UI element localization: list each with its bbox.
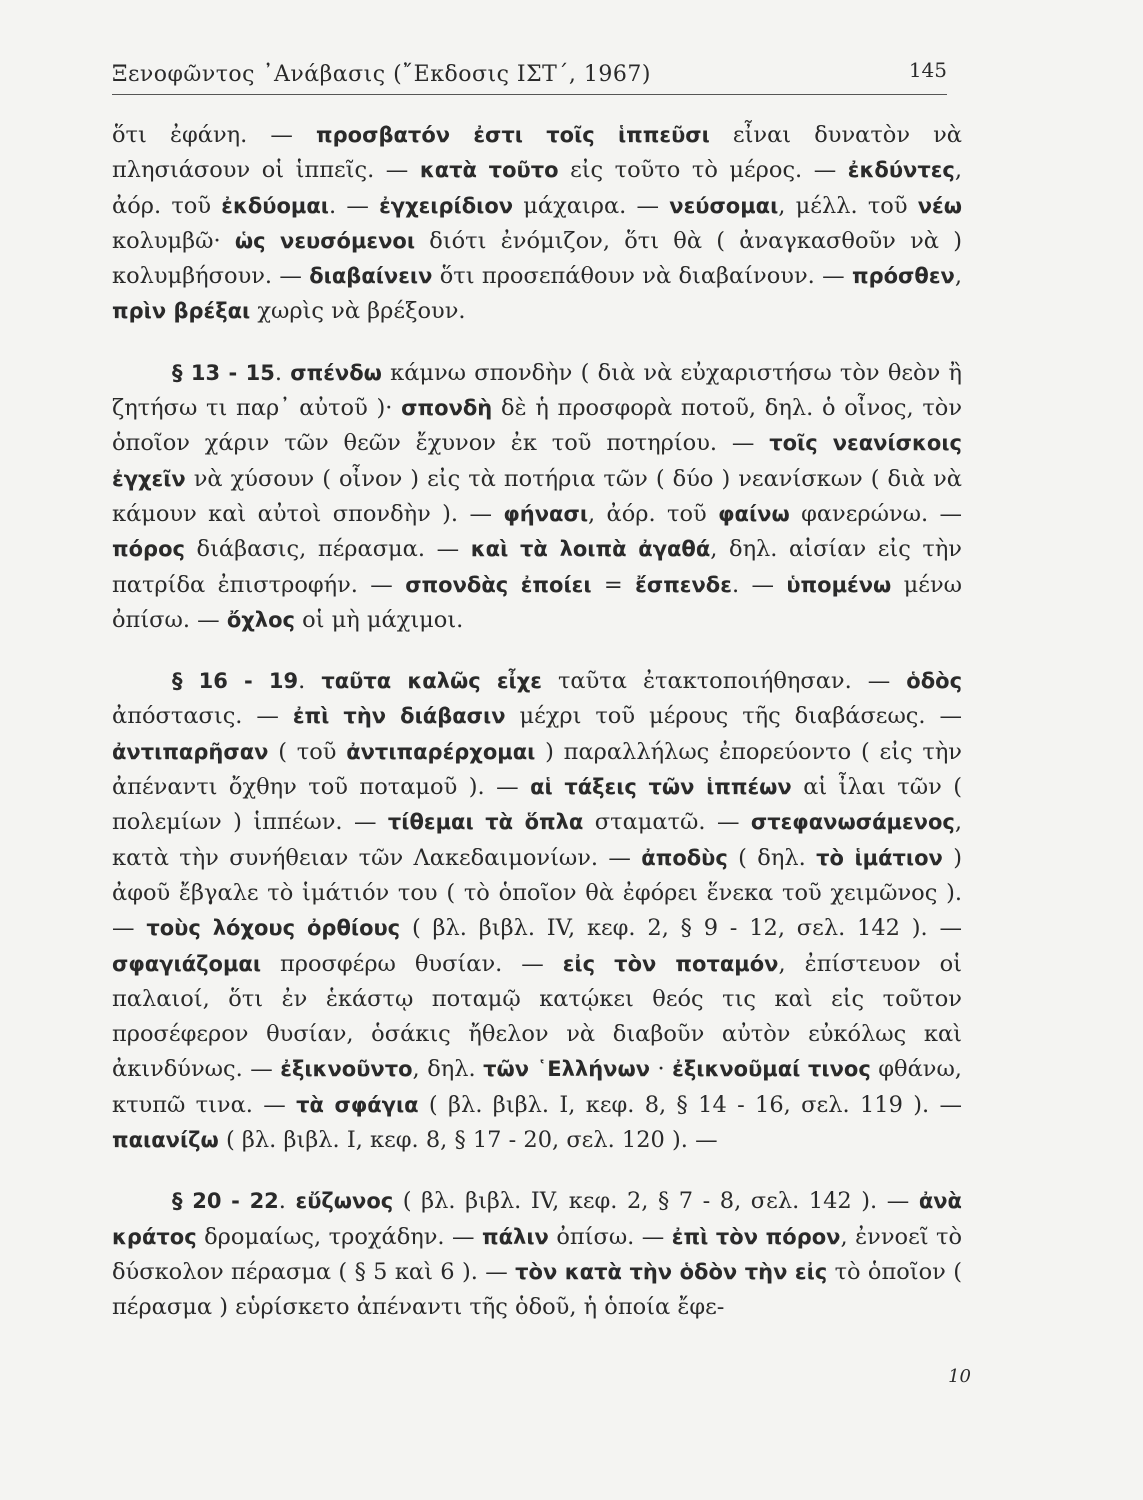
text-run: αἱ ἶλαι τῶν ( πολεμίων ) ἱππέων. — xyxy=(112,774,962,836)
section-number: § 16 - 19 xyxy=(172,669,299,694)
text-run: εἶναι δυνατὸν νὰ πλησιάσουν οἱ ἱππεῖς. — xyxy=(112,122,962,184)
lemma: κατὰ τοῦτο xyxy=(419,158,559,183)
section-number: § 13 - 15 xyxy=(172,360,275,385)
lemma: ἐκδύομαι xyxy=(221,193,329,218)
lemma: σφαγιάζομαι xyxy=(112,951,262,976)
lemma: ἐκδύντες xyxy=(847,158,955,183)
lemma: προσβατόν ἐστι τοῖς ἱππεῦσι xyxy=(316,123,710,147)
text-run: ( βλ. βιβλ. IV, κεφ. 2, § 9 - 12, σελ. 142 ). — xyxy=(400,915,963,942)
lemma: πάλιν xyxy=(482,1224,549,1249)
text-run: , ἐννοεῖ τὸ δύσκολον πέρασμα ( § 5 καὶ 6 ). — xyxy=(112,1223,963,1285)
text-run: σταματῶ. — xyxy=(583,809,751,836)
text-run: ὀπίσω. — xyxy=(548,1223,672,1250)
text-run: φθάνω, κτυπῶ τινα. — xyxy=(112,1056,962,1118)
lemma: ἀντιπαρέρχομαι xyxy=(346,739,536,764)
lemma: τίθεμαι τὰ ὅπλα xyxy=(387,810,584,835)
text-run: , μέλλ. τοῦ xyxy=(778,192,918,219)
text-run: , κατὰ τὴν συνήθειαν τῶν Λακεδαιμονίων. — xyxy=(112,809,962,871)
text-run: εἰς τοῦτο τὸ μέρος. — xyxy=(558,157,848,184)
lemma: πόρος xyxy=(112,537,185,562)
running-header xyxy=(112,58,947,95)
lemma: εὔζωνος xyxy=(295,1189,394,1214)
text-run: , δηλ. xyxy=(412,1056,484,1083)
lemma: ἔσπενδε xyxy=(635,572,732,597)
paragraph-section-16-19 xyxy=(112,664,962,1158)
lemma: τοὺς λόχους ὀρθίους xyxy=(146,916,401,941)
paragraph-section-20-22 xyxy=(112,1184,962,1325)
text-run: , xyxy=(954,263,962,290)
lemma: ἐξικνοῦμαί τινος xyxy=(672,1057,871,1082)
text-run: ) παραλλήλως ἐπορεύοντο ( εἰς τὴν ἀπέναντι ὄχθην τοῦ ποταμοῦ ). — xyxy=(112,738,962,801)
text-run: ὅτι ἐφάνη. — xyxy=(112,122,317,148)
lemma: ὑπομένω xyxy=(786,572,892,597)
text-run: μάχαιρα. — xyxy=(513,192,670,219)
lemma: ἐπὶ τὸν πόρον xyxy=(671,1224,841,1249)
paragraph-section-13-15 xyxy=(112,356,962,638)
text-run: ὅτι προσεπάθουν νὰ διαβαίνουν. — xyxy=(432,263,852,290)
text-run: ( βλ. βιβλ. I, κεφ. 8, § 14 - 16, σελ. 119 ). — xyxy=(418,1091,962,1118)
text-run: . — xyxy=(731,571,787,598)
text-run: κολυμβῶ· xyxy=(112,227,235,254)
lemma: νεύσομαι xyxy=(669,193,779,218)
lemma: τὰ σφάγια xyxy=(296,1092,419,1117)
lemma: σπονδὰς ἐποίει xyxy=(405,572,592,597)
text-run: κάμνω σπονδὴν ( διὰ νὰ εὐχαριστήσω τὸν θεὸν ἢ ζητήσω τι παρ᾿ αὐτοῦ )· xyxy=(112,359,962,422)
lemma: διαβαίνειν xyxy=(309,264,433,289)
lemma: στεφανωσάμενος xyxy=(750,810,955,835)
text-run: . xyxy=(278,1188,296,1215)
lemma: καὶ τὰ λοιπὰ ἀγαθά xyxy=(470,537,711,562)
lemma: ὁδὸς xyxy=(906,669,963,694)
text-run: ἀπόστασις. — xyxy=(112,703,293,730)
lemma: τὸ ἱμάτιον xyxy=(816,845,943,870)
lemma: πρὶν βρέξαι xyxy=(112,299,251,324)
signature-mark: 10 xyxy=(948,1366,971,1387)
text-run: δὲ ἡ προσφορὰ ποτοῦ, δηλ. ὁ οἶνος, τὸν ὁποῖον χάριν τῶν θεῶν ἔχυνον ἐκ τοῦ ποτηρίου. — xyxy=(112,395,962,457)
lemma: φαίνω xyxy=(718,501,790,526)
lemma: ἀντιπαρῆσαν xyxy=(112,739,269,764)
text-run: · xyxy=(650,1056,673,1083)
text-run: μένω ὀπίσω. — xyxy=(112,571,962,633)
lemma: τοῖς νεανίσκοις ἐγχεῖν xyxy=(112,431,962,491)
text-run: χωρὶς νὰ βρέξουν. xyxy=(250,298,466,325)
lemma: πρόσθεν xyxy=(851,264,955,289)
text-run: μέχρι τοῦ μέρους τῆς διαβάσεως. — xyxy=(505,703,962,730)
lemma: ἀποδὺς xyxy=(641,845,728,870)
text-run: δρομαίως, τροχάδην. — xyxy=(196,1223,483,1250)
text-run: . xyxy=(274,359,291,386)
text-run: ( δηλ. xyxy=(727,844,817,871)
text-run: ( βλ. βιβλ. IV, κεφ. 2, § 7 - 8, σελ. 142 ). — xyxy=(393,1188,919,1215)
lemma: ταῦτα καλῶς εἶχε xyxy=(321,669,542,694)
text-run: , ἀόρ. τοῦ xyxy=(112,157,963,219)
text-run: ) ἀφοῦ ἔβγαλε τὸ ἱμάτιόν του ( τὸ ὁποῖον θὰ ἐφόρει ἕνεκα τοῦ χειμῶνος ). — xyxy=(112,844,962,942)
text-run: ( βλ. βιβλ. I, κεφ. 8, § 17 - 20, σελ. 120 ). — xyxy=(218,1127,718,1154)
commentary-body xyxy=(112,118,962,1326)
text-run: , ἀόρ. τοῦ xyxy=(588,500,719,527)
lemma: ὄχλος xyxy=(226,607,295,632)
text-run: , ἐπίστευον οἱ παλαιοί, ὅτι ἐν ἑκάστῳ ποταμῷ κατῴκει θεός τις καὶ εἰς τοῦτον προσέφερον θυσίαν, ὁσάκις ἤθελον νὰ διαβοῦν αὐτὸν εὐκόλως καὶ ἀκινδύνως. — xyxy=(112,950,962,1083)
lemma: φήνασι xyxy=(503,501,589,526)
lemma: αἱ τάξεις τῶν ἱππέων xyxy=(530,775,792,800)
lemma: ἀνὰ κράτος xyxy=(112,1189,962,1249)
text-run: . — xyxy=(328,192,380,219)
lemma: εἰς τὸν ποταμόν xyxy=(562,951,779,976)
text-run: . xyxy=(298,668,322,695)
text-run: = xyxy=(591,571,636,598)
text-run: , δηλ. αἰσίαν εἰς τὴν πατρίδα ἐπιστροφήν. — xyxy=(112,536,962,598)
lemma: παιανίζω xyxy=(112,1128,219,1153)
section-number: § 20 - 22 xyxy=(172,1189,279,1214)
text-run: τὸ ὁποῖον ( πέρασμα ) εὑρίσκετο ἀπέναντι τῆς ὁδοῦ, ἡ ὁποία ἔφε- xyxy=(112,1258,962,1321)
text-run: διάβασις, πέρασμα. — xyxy=(184,536,471,563)
lemma: τὸν κατὰ τὴν ὁδὸν τὴν εἰς xyxy=(515,1259,828,1284)
lemma: ἐπὶ τὴν διάβασιν xyxy=(292,704,506,729)
lemma: ἐξικνοῦντο xyxy=(280,1057,413,1082)
header-title: Ξενοφῶντος ᾿Ανάβασις (῎Εκδοσις ΙΣΤ΄, 1967) xyxy=(112,62,651,87)
lemma: ἐγχειρίδιον xyxy=(379,193,514,218)
text-run: ( τοῦ xyxy=(268,738,347,765)
paragraph-intro xyxy=(112,118,962,330)
text-run: ταῦτα ἐτακτοποιήθησαν. — xyxy=(541,668,907,695)
text-run: νὰ χύσουν ( οἶνον ) εἰς τὰ ποτήρια τῶν ( δύο ) νεανίσκων ( διὰ νὰ κάμουν καὶ αὐτοὶ σπονδὴν ). — xyxy=(112,465,962,527)
text-run: οἱ μὴ μάχιμοι. xyxy=(294,606,464,633)
text-run: προσφέρω θυσίαν. — xyxy=(261,950,563,977)
lemma: σπένδω xyxy=(290,360,382,385)
text-run: φανερώνω. — xyxy=(789,500,963,527)
lemma: σπονδὴ xyxy=(401,396,493,421)
lemma: τῶν ῾Ελλήνων xyxy=(483,1057,650,1082)
text-run: διότι ἐνόμιζον, ὅτι θὰ ( ἀναγκασθοῦν νὰ ) κολυμβήσουν. — xyxy=(112,227,962,290)
lemma: νέω xyxy=(917,193,962,218)
lemma: ὡς νευσόμενοι xyxy=(234,228,416,253)
page-number: 145 xyxy=(908,58,947,82)
